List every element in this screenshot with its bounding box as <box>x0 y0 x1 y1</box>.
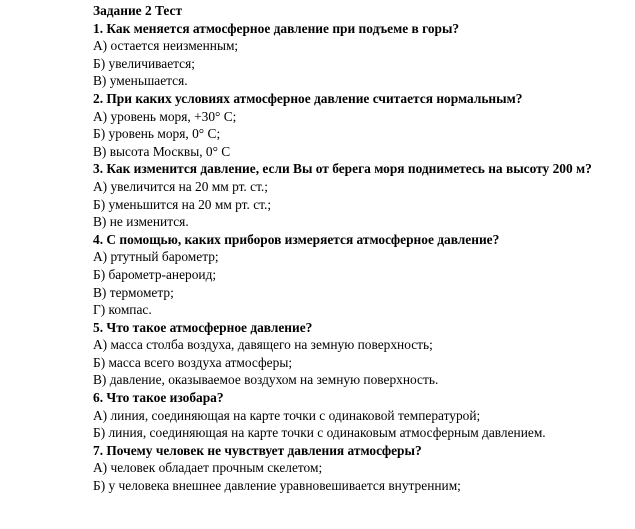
question-text: 5. Что такое атмосферное давление? <box>93 319 313 335</box>
question-text: 1. Как меняется атмосферное давление при подъеме в горы? <box>93 20 460 36</box>
question-text: 3. Как изменится давление, если Вы от берега моря подниметесь на высоту 200 м? <box>93 161 592 177</box>
answer-option: В) не изменится. <box>93 214 189 230</box>
answer-option: Б) уровень моря, 0° С; <box>93 126 221 142</box>
answer-option: А) остается неизменным; <box>93 38 239 54</box>
question-text: 7. Почему человек не чувствует давления атмосферы? <box>93 442 422 458</box>
question-text: 2. При каких условиях атмосферное давление считается нормальным? <box>93 90 523 106</box>
test-document <box>93 2 633 495</box>
answer-option: А) масса столба воздуха, давящего на земную поверхность; <box>93 337 433 353</box>
answer-option: Б) уменьшится на 20 мм рт. ст.; <box>93 196 272 212</box>
page-title: Задание 2 Тест <box>93 3 183 18</box>
answer-option: А) линия, соединяющая на карте точки с одинаковой температурой; <box>93 407 481 423</box>
answer-option: Г) компас. <box>93 302 152 318</box>
answer-option: Б) у человека внешнее давление уравновешивается внутренним; <box>93 478 461 494</box>
answer-option: В) уменьшается. <box>93 73 188 89</box>
answer-option: А) человек обладает прочным скелетом; <box>93 460 323 476</box>
question-4 <box>93 231 633 319</box>
question-text: 4. С помощью, каких приборов измеряется атмосферное давление? <box>93 231 500 247</box>
answer-option: Б) барометр-анероид; <box>93 266 217 282</box>
answer-option: Б) масса всего воздуха атмосферы; <box>93 354 293 370</box>
question-5 <box>93 319 633 389</box>
answer-option: В) давление, оказываемое воздухом на земную поверхность. <box>93 372 439 388</box>
question-6 <box>93 389 633 442</box>
answer-option: Б) линия, соединяющая на карте точки с одинаковым атмосферным давлением. <box>93 425 546 441</box>
question-1 <box>93 20 633 90</box>
answer-option: Б) увеличивается; <box>93 55 195 71</box>
answer-option: А) ртутный барометр; <box>93 249 219 265</box>
question-7 <box>93 442 633 495</box>
question-2 <box>93 90 633 160</box>
question-3 <box>93 160 633 230</box>
answer-option: А) уровень моря, +30° С; <box>93 108 237 124</box>
answer-option: В) высота Москвы, 0° С <box>93 143 231 159</box>
question-text: 6. Что такое изобара? <box>93 390 224 406</box>
answer-option: В) термометр; <box>93 284 174 300</box>
answer-option: А) увеличится на 20 мм рт. ст.; <box>93 178 268 194</box>
